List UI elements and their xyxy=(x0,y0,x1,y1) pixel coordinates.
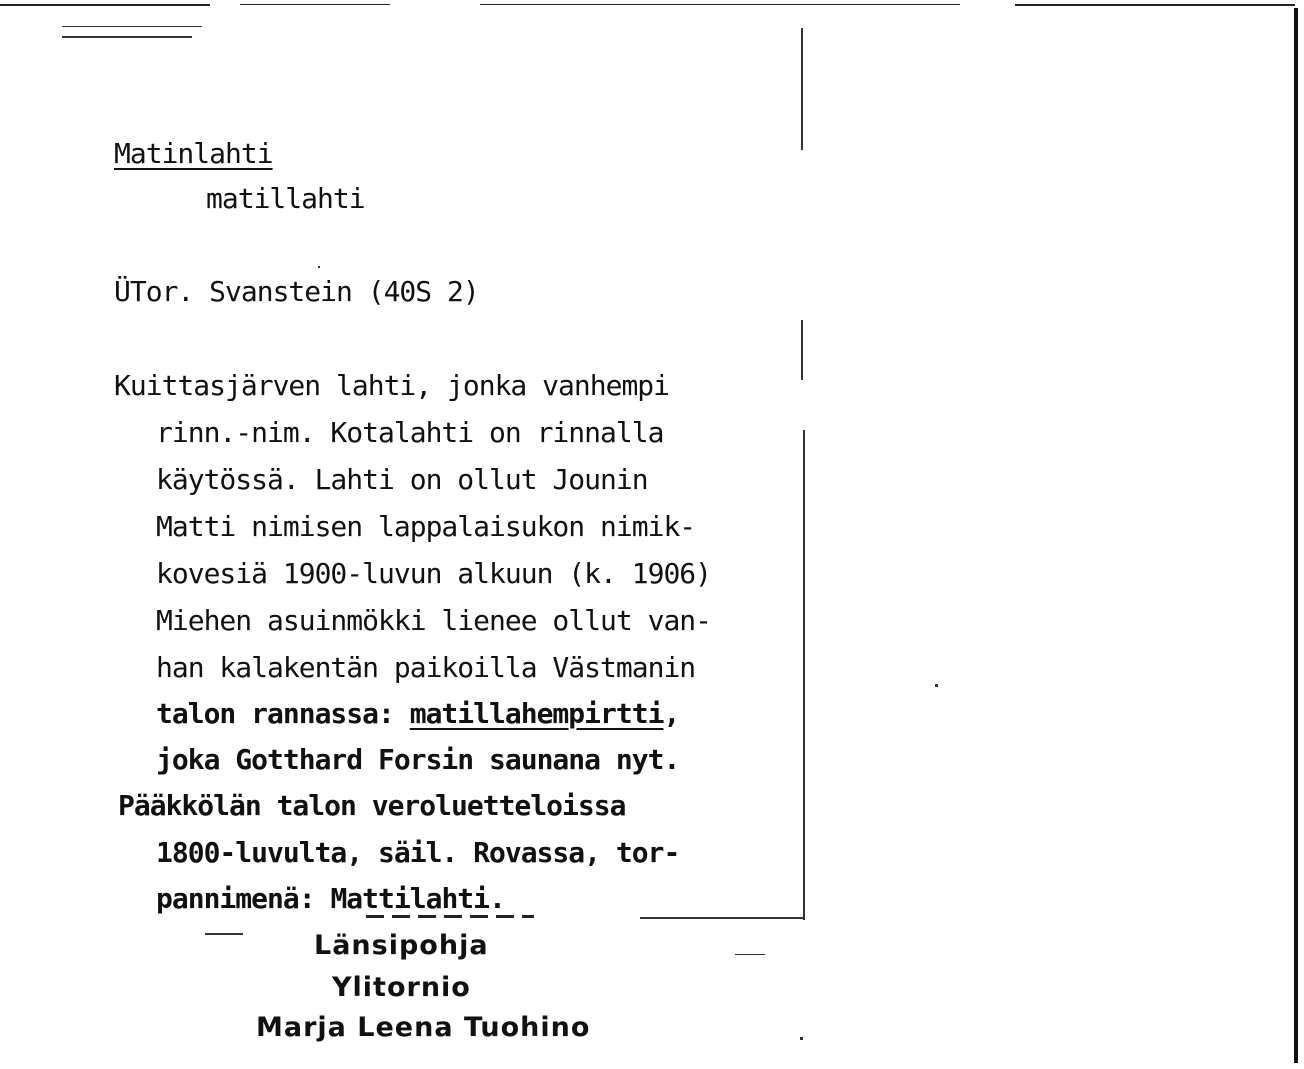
body-line: Kuittasjärven lahti, jonka vanhempi xyxy=(114,369,670,402)
top-edge-line xyxy=(240,4,390,5)
right-edge-line xyxy=(1294,8,1298,1063)
body-line: käytössä. Lahti on ollut Jounin xyxy=(156,463,648,496)
body-line: han kalakentän paikoilla Västmanin xyxy=(156,651,696,684)
body-line-with-term xyxy=(156,882,505,915)
corner-mark xyxy=(62,36,192,38)
body-line: Matti nimisen lappalaisukon nimik- xyxy=(156,510,696,543)
body-line: joka Gotthard Forsin saunana nyt. xyxy=(156,743,680,776)
stamp-collector: Marja Leena Tuohino xyxy=(256,1012,591,1043)
card-edge-line xyxy=(801,320,803,380)
corner-mark xyxy=(62,26,202,27)
top-edge-line xyxy=(0,4,210,6)
body-text: pannimenä: xyxy=(156,882,331,915)
body-line: Pääkkölän talon veroluetteloissa xyxy=(118,789,626,822)
body-line-with-term xyxy=(156,697,680,730)
dashed-underline xyxy=(366,915,534,918)
top-edge-line xyxy=(1015,4,1295,6)
stamp-region: Länsipohja xyxy=(314,930,489,961)
top-edge-line xyxy=(480,4,960,5)
card-edge-line xyxy=(801,28,803,150)
pronunciation: matillahti xyxy=(206,182,365,215)
body-line: 1800-luvulta, säil. Rovassa, tor- xyxy=(156,836,680,869)
dialect-term: matillahempirtti xyxy=(409,697,664,730)
body-line: Miehen asuinmökki lienee ollut van- xyxy=(156,604,712,637)
card-edge-line xyxy=(640,917,805,919)
body-line: rinn.-nim. Kotalahti on rinnalla xyxy=(156,416,664,449)
body-text: . xyxy=(489,882,505,915)
card-edge-line xyxy=(735,954,765,955)
scan-speck xyxy=(935,684,938,687)
card-edge-line xyxy=(803,430,805,920)
stamp-parish: Ylitornio xyxy=(332,972,471,1003)
source-reference: ÜTor. Svanstein (40S 2) xyxy=(114,275,479,308)
scan-speck xyxy=(318,266,320,268)
headword: Matinlahti xyxy=(114,137,273,170)
body-text: talon rannassa: xyxy=(156,697,410,730)
scan-mark xyxy=(205,933,243,935)
scan-speck xyxy=(800,1037,803,1040)
place-name: Mattilahti xyxy=(330,882,490,915)
body-text: , xyxy=(663,697,680,730)
body-line: kovesiä 1900-luvun alkuun (k. 1906) xyxy=(156,557,712,590)
